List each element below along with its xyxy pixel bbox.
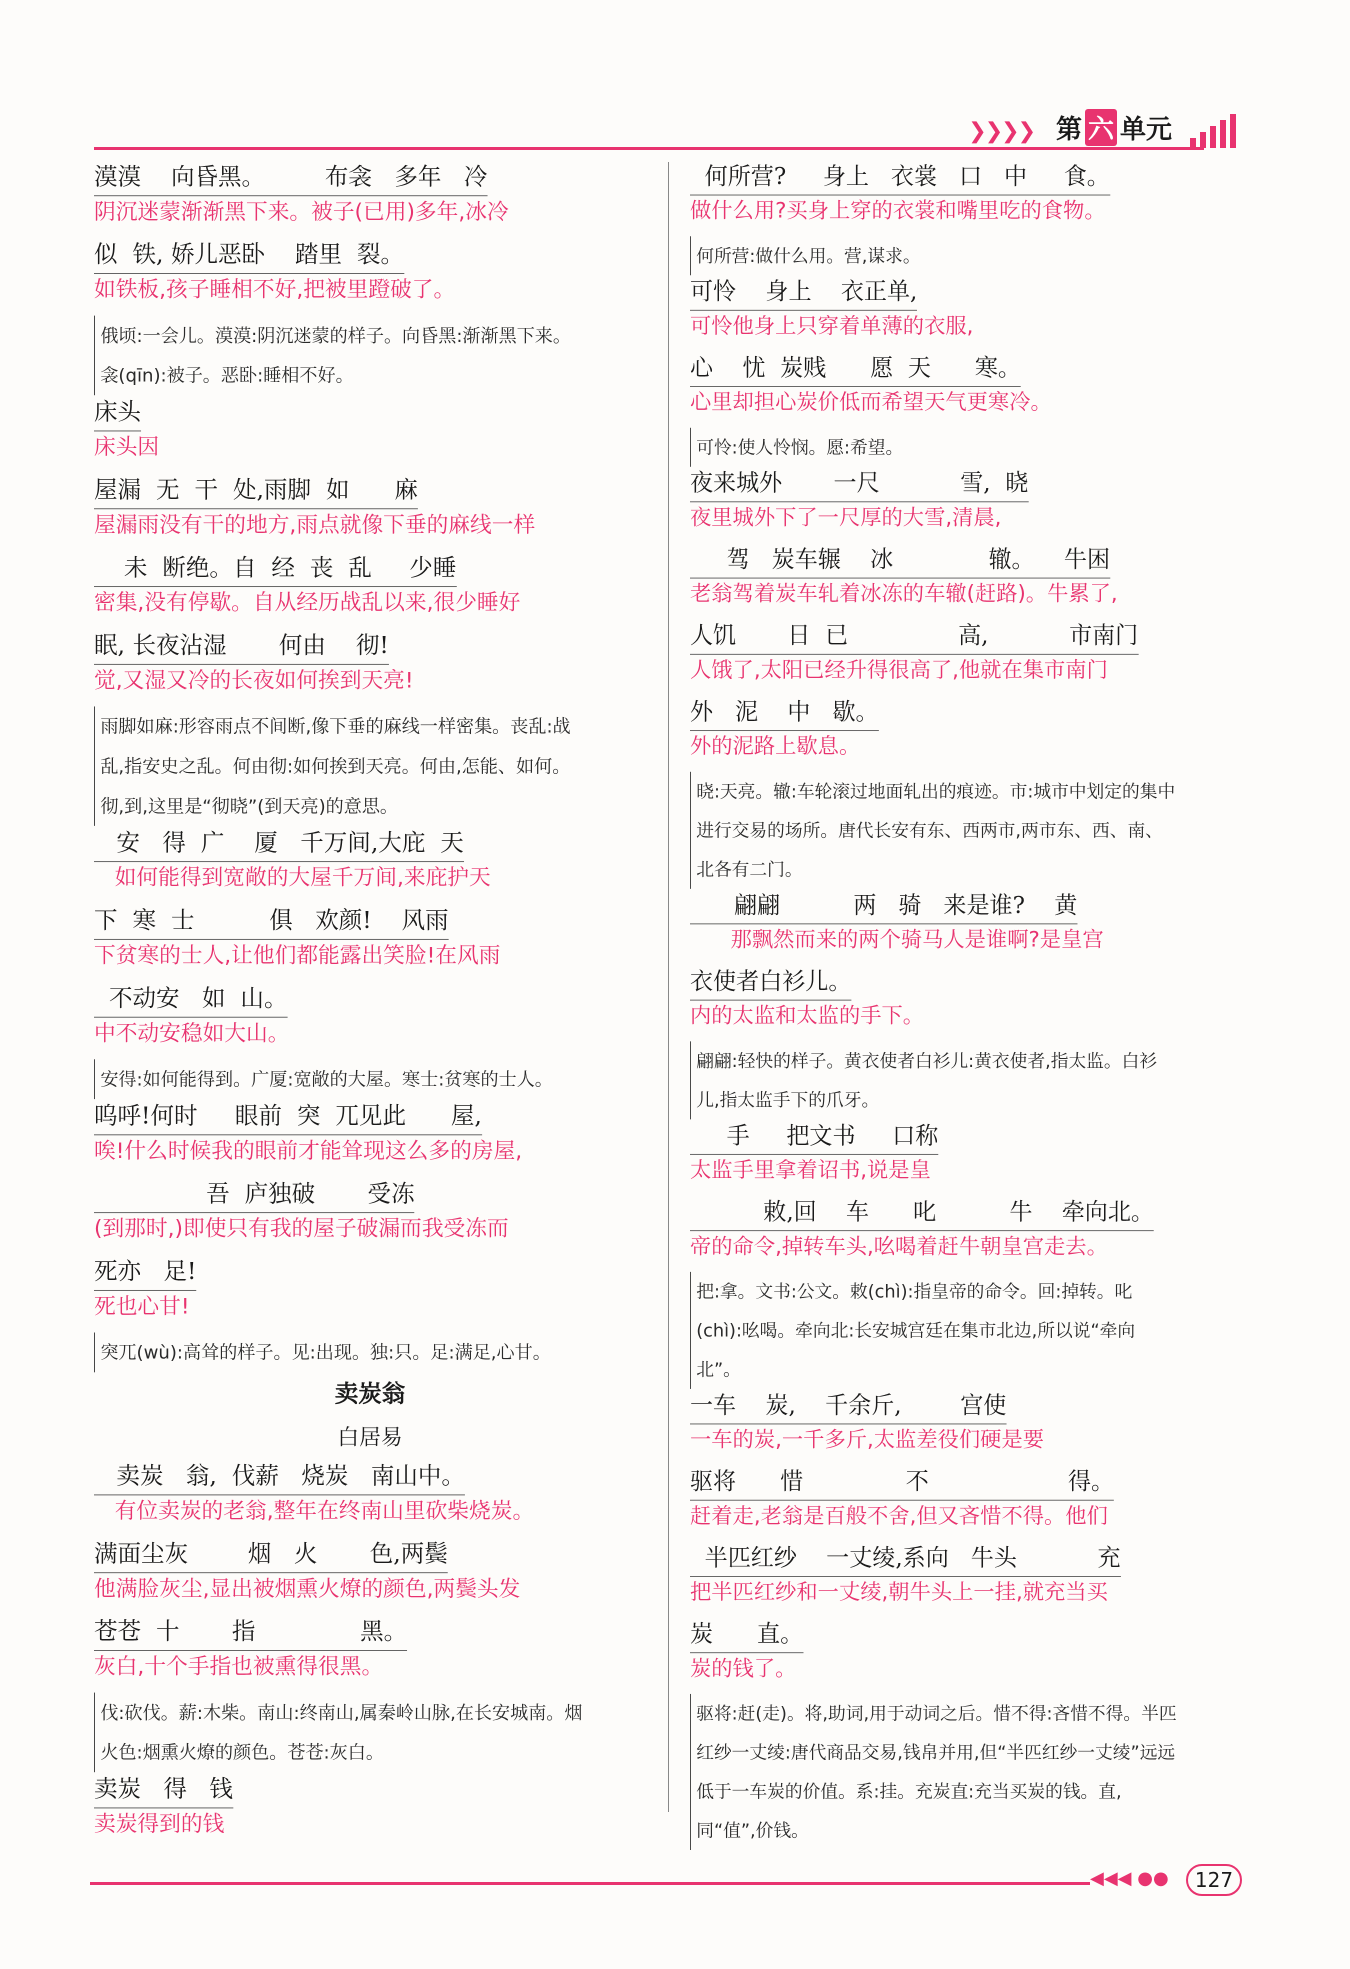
annotation-note: 突兀(wù):高耸的样子。见:出现。独:只。足:满足,心甘。	[94, 1333, 583, 1373]
original-text: 衣使者白衫儿。	[690, 965, 851, 1000]
original-text: 何所营? 身上 衣裳 口 中 食。	[690, 160, 1110, 195]
footer-rule	[90, 1882, 1090, 1885]
original-text: 心 忧 炭贱 愿 天 寒。	[690, 352, 1021, 387]
verse-line	[94, 904, 646, 982]
translation-text: 帝的命令,掉转车头,吆喝着赶牛朝皇宫走去。	[690, 1233, 1108, 1259]
verse-line	[94, 1459, 646, 1537]
page-header	[94, 110, 1244, 150]
verse-line	[690, 965, 1250, 1041]
annotation-note: 伐:砍伐。薪:木柴。南山:终南山,属秦岭山脉,在长安城南。烟火色:烟熏火燎的颜色。苍苍:灰白。	[94, 1693, 583, 1773]
unit-label: 第 六 单元	[1056, 109, 1172, 146]
translation-text: 赶着走,老翁是百般不舍,但又吝惜不得。他们	[690, 1503, 1108, 1529]
verse-line	[690, 352, 1250, 428]
original-text: 满面尘灰 烟 火 色,两鬓	[94, 1537, 448, 1573]
translation-text: 中不动安稳如大山。	[94, 1020, 290, 1046]
verse-line	[94, 1537, 646, 1615]
original-text: 人饥 日 已 高, 市南门	[690, 619, 1138, 654]
verse-line	[690, 889, 1250, 965]
poem-author: 白居易	[337, 1424, 403, 1451]
translation-text: 灰白,十个手指也被熏得很黑。	[94, 1653, 384, 1680]
verse-line	[690, 696, 1250, 772]
annotation-note: 雨脚如麻:形容雨点不间断,像下垂的麻线一样密集。丧乱:战乱,指安史之乱。何由彻:如何挨到天亮。何由,怎能、如何。彻,到,这里是“彻晓”(到天亮)的意思。	[94, 706, 583, 825]
translation-text: 老翁驾着炭车轧着冰冻的车辙(赶路)。牛累了,	[690, 581, 1118, 606]
verse-line	[94, 826, 646, 904]
translation-text: 心里却担心炭价低而希望天气更寒冷。	[690, 389, 1052, 415]
translation-text: 密集,没有停歇。自从经历战乱以来,很少睡好	[94, 589, 521, 616]
translation-text: (到那时,)即使只有我的屋子破漏而我受冻而	[94, 1215, 509, 1242]
verse-line	[690, 1389, 1250, 1465]
original-text: 似 铁, 娇儿恶卧 踏里 裂。	[94, 238, 404, 274]
verse-line	[94, 629, 646, 707]
annotation-note: 何所营:做什么用。营,谋求。	[690, 236, 1178, 275]
verse-line	[690, 1119, 1250, 1195]
annotation-note: 驱将:赶(走)。将,助词,用于动词之后。惜不得:吝惜不得。半匹红纱一丈绫:唐代商品交易,钱帛并用,但“半匹红纱一丈绫”远远低于一车炭的价值。系:挂。充炭直:充当买炭的钱。直,同“值”,价钱。	[690, 1694, 1178, 1850]
verse-line	[690, 1541, 1250, 1617]
translation-text: 觉,又湿又冷的长夜如何挨到天亮!	[94, 667, 414, 693]
translation-text: 炭的钱了。	[690, 1655, 797, 1681]
original-text: 可怜 身上 衣正单,	[690, 275, 917, 310]
translation-text: 如铁板,孩子睡相不好,把被里蹬破了。	[94, 276, 456, 303]
translation-text: 做什么用?买身上穿的衣裳和嘴里吃的食物。	[690, 198, 1106, 223]
verse-line	[690, 1465, 1250, 1541]
verse-line	[94, 238, 646, 316]
verse-line	[94, 160, 646, 238]
translation-text: 阴沉迷蒙渐渐黑下来。被子(已用)多年,冰冷	[94, 198, 509, 225]
original-text: 安 得 广 厦 千万间,大庇 天	[94, 826, 464, 862]
original-text: 呜呼!何时 眼前 突 兀见此 屋,	[94, 1099, 482, 1135]
annotation-note: 俄顷:一会儿。漠漠:阴沉迷蒙的样子。向昏黑:渐渐黑下来。衾(qīn):被子。恶卧:睡相不好。	[94, 316, 583, 396]
poem-title: 卖炭翁	[334, 1380, 406, 1408]
translation-text: 把半匹红纱和一丈绫,朝牛头上一挂,就充当买	[690, 1579, 1108, 1605]
annotation-note: 翩翩:轻快的样子。黄衣使者白衫儿:黄衣使者,指太监。白衫儿,指太监手下的爪牙。	[690, 1041, 1178, 1119]
signal-bars-icon	[1188, 114, 1244, 148]
original-text: 卖炭 翁, 伐薪 烧炭 南山中。	[94, 1459, 465, 1495]
translation-text: 内的太监和太监的手下。	[690, 1003, 925, 1029]
page-footer	[90, 1862, 1250, 1902]
arrow-decoration-icon: ◀◀◀ ●●	[1090, 1868, 1169, 1889]
original-text: 吾 庐独破 受冻	[94, 1177, 415, 1213]
verse-line	[690, 543, 1250, 619]
translation-text: 屋漏雨没有干的地方,雨点就像下垂的麻线一样	[94, 511, 536, 538]
original-text: 一车 炭, 千余斤, 宫使	[690, 1389, 1006, 1424]
verse-line	[690, 467, 1250, 543]
verse-line	[94, 395, 646, 473]
page-number: 127	[1186, 1864, 1242, 1896]
translation-text: 他满脸灰尘,显出被烟熏火燎的颜色,两鬓头发	[94, 1575, 521, 1602]
original-text: 苍苍 十 指 黑。	[94, 1615, 407, 1651]
column-divider	[668, 162, 669, 1812]
annotation-note: 可怜:使人怜悯。愿:希望。	[690, 428, 1178, 467]
translation-text: 如何能得到宽敞的大屋千万间,来庇护天	[94, 864, 491, 891]
original-text: 床头	[94, 395, 141, 431]
original-text: 死亦 足!	[94, 1255, 196, 1291]
original-text: 屋漏 无 干 处,雨脚 如 麻	[94, 473, 418, 509]
original-text: 手 把文书 口称	[690, 1119, 938, 1154]
verse-line	[94, 981, 646, 1059]
translation-text: 有位卖炭的老翁,整年在终南山里砍柴烧炭。	[94, 1498, 535, 1524]
original-text: 驱将 惜 不 得。	[690, 1465, 1114, 1500]
translation-text: 太监手里拿着诏书,说是皇	[690, 1157, 931, 1183]
translation-text: 外的泥路上歇息。	[690, 733, 861, 759]
translation-text: 死也心甘!	[94, 1293, 190, 1319]
verse-line	[690, 1618, 1250, 1694]
translation-text: 人饿了,太阳已经升得很高了,他就在集市南门	[690, 657, 1108, 683]
translation-text: 夜里城外下了一尺厚的大雪,清晨,	[690, 504, 1002, 530]
left-column	[94, 160, 646, 1850]
original-text: 眠, 长夜沾湿 何由 彻!	[94, 629, 389, 665]
original-text: 下 寒 士 俱 欢颜! 风雨	[94, 904, 449, 940]
verse-line	[94, 1255, 646, 1333]
original-text: 不动安 如 山。	[94, 981, 287, 1017]
verse-line	[690, 160, 1250, 236]
original-text: 炭 直。	[690, 1618, 803, 1653]
original-text: 半匹红纱 一丈绫,系向 牛头 充	[690, 1541, 1121, 1576]
original-text: 外 泥 中 歇。	[690, 696, 879, 731]
original-text: 夜来城外 一尺 雪, 晓	[690, 467, 1028, 502]
original-text: 翩翩 两 骑 来是谁? 黄	[690, 889, 1077, 924]
translation-text: 床头因	[94, 434, 160, 460]
verse-line	[94, 1177, 646, 1255]
verse-line	[690, 619, 1250, 695]
verse-line	[94, 473, 646, 551]
translation-text: 那飘然而来的两个骑马人是谁啊?是皇宫	[690, 926, 1104, 952]
original-text: 敕,回 车 叱 牛 牵向北。	[690, 1196, 1154, 1231]
verse-line	[94, 1772, 646, 1850]
annotation-note: 把:拿。文书:公文。敕(chì):指皇帝的命令。回:掉转。叱(chì):吆喝。牵向北:长安城宫廷在集市北边,所以说“牵向北”。	[690, 1272, 1178, 1389]
verse-line	[690, 275, 1250, 351]
verse-line	[94, 1099, 646, 1177]
translation-text: 一车的炭,一千多斤,太监差役们硬是要	[690, 1427, 1045, 1452]
verse-line	[94, 551, 646, 629]
translation-text: 下贫寒的士人,让他们都能露出笑脸!在风雨	[94, 942, 501, 968]
verse-line	[94, 1615, 646, 1693]
original-text: 驾 炭车辗 冰 辙。 牛困	[690, 543, 1110, 578]
chevron-decoration-icon: ❯❯❯❯	[968, 119, 1034, 144]
right-column	[690, 160, 1250, 1850]
header-rule	[94, 147, 1204, 150]
verse-line	[690, 1196, 1250, 1272]
annotation-note: 晓:天亮。辙:车轮滚过地面轧出的痕迹。市:城市中划定的集中进行交易的场所。唐代长安有东、西两市,两市东、西、南、北各有二门。	[690, 772, 1178, 889]
original-text: 卖炭 得 钱	[94, 1772, 233, 1808]
original-text: 漠漠 向昏黑。 布衾 多年 冷	[94, 160, 487, 196]
translation-text: 卖炭得到的钱	[94, 1811, 225, 1837]
translation-text: 可怜他身上只穿着单薄的衣服,	[690, 313, 974, 339]
unit-number: 六	[1085, 109, 1117, 146]
annotation-note: 安得:如何能得到。广厦:宽敞的大屋。寒士:贫寒的士人。	[94, 1059, 583, 1099]
original-text: 未 断绝。自 经 丧 乱 少睡	[94, 551, 456, 587]
translation-text: 唉!什么时候我的眼前才能耸现这么多的房屋,	[94, 1137, 523, 1164]
